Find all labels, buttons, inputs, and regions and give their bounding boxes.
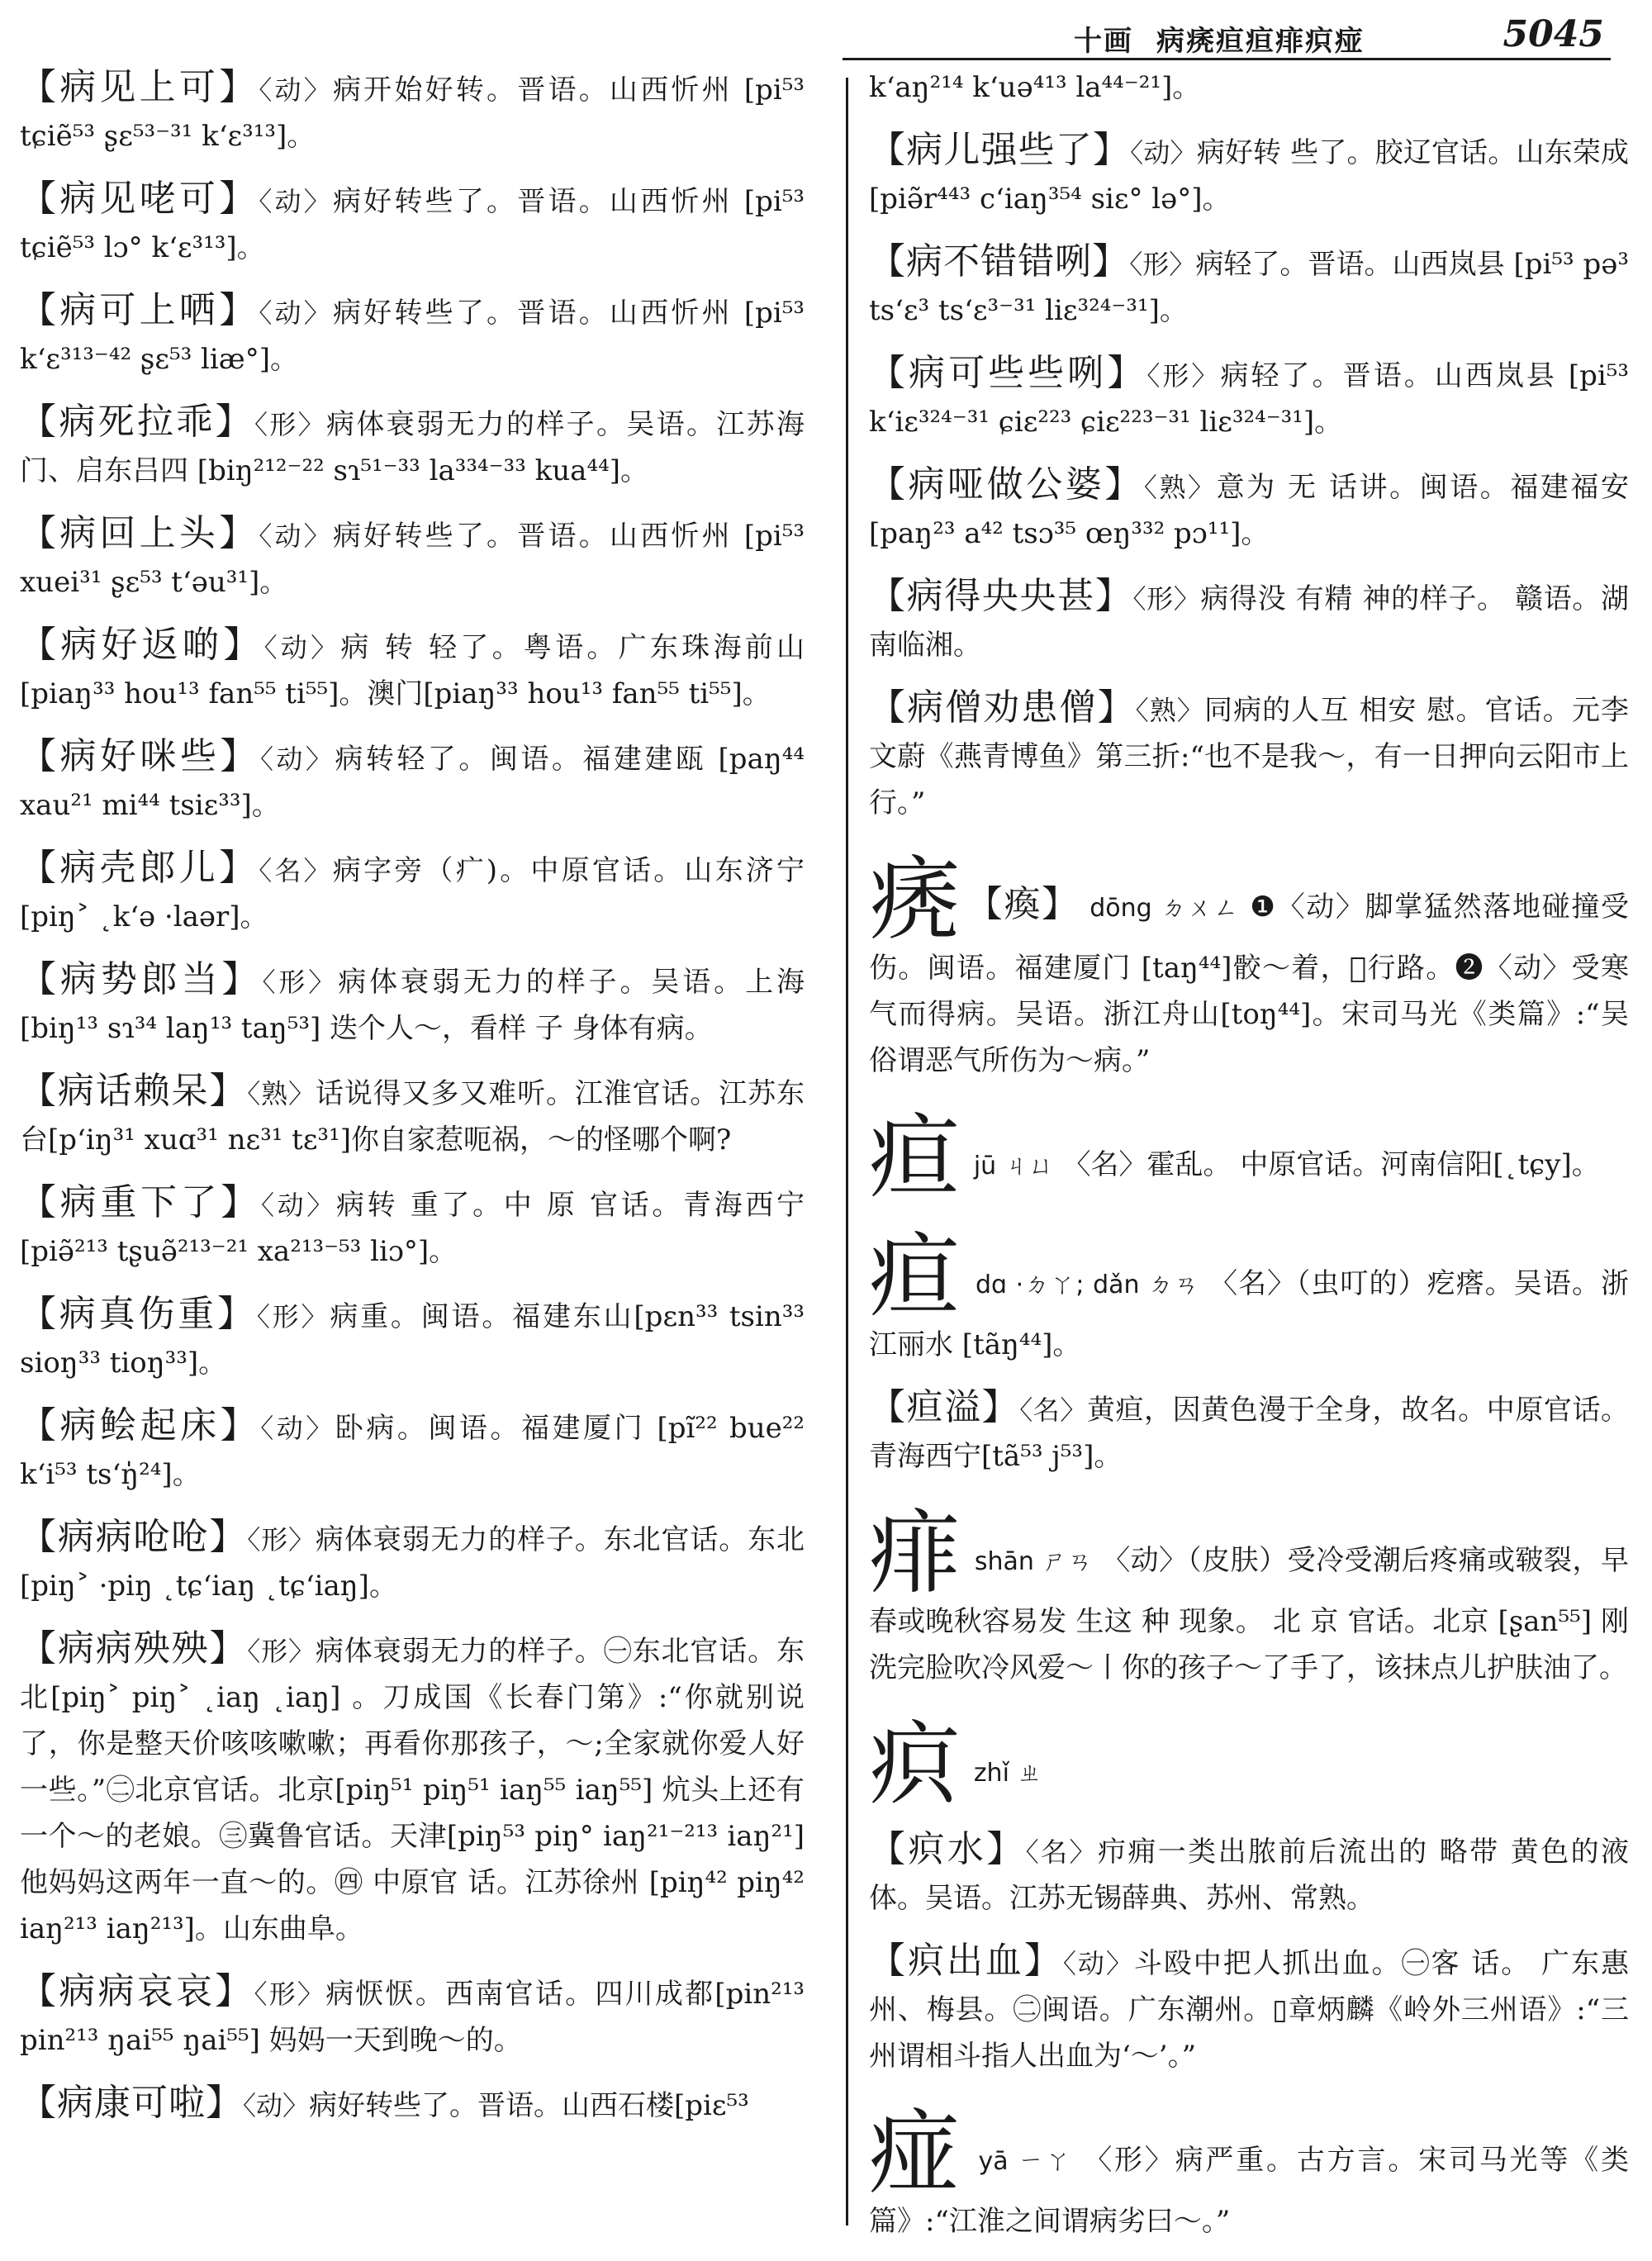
header-section [1074,18,1388,59]
definition: 话说得又多又难听。江淮官话。江苏东台[p‘iŋ³¹ xuɑ³¹ nɛ³¹ tɛ³¹]你自家惹呃祸，～的怪哪个啊? [20,1077,805,1157]
column-divider [846,78,848,2225]
entry [20,511,805,606]
definition: 病字旁（疒)。中原官话。山东济宁 [piŋ˃ ˛k‘ə ·laər]。 [20,854,805,933]
part-of-speech: 〈形〉 [247,1636,316,1667]
definition: 斗殴中把人抓出血。㊀客 话。 广东惠州、梅县。㊁闽语。广东潮州。▯章炳麟《岭外三州语》:“三州谓相斗指人出血为‘～’。” [869,1947,1629,2073]
part-of-speech: 〈形〉 [247,1524,316,1556]
headword: 【病不错错咧】 [869,240,1130,283]
entry [20,957,805,1052]
definition: 疖痈一类出脓前后流出的 略带 黄色的液体。吴语。江苏无锡薛典、苏州、常熟。 [869,1836,1629,1915]
entry [869,1938,1629,2079]
head-char-entry [869,847,1630,1084]
entry [20,845,805,940]
entry [20,1291,805,1386]
entry [20,176,805,271]
part-of-speech: 〈形〉 [1146,360,1221,392]
part-of-speech: 〈动〉 [259,520,333,552]
definition: 病好转些了。晋语。山西忻州 [pi⁵³ k‘ɛ³¹³⁻⁴² ʂɛ⁵³ liæ°]。 [20,297,805,376]
headword: 【病壳郎儿】 [20,847,259,889]
definition: 病得没 有精 神的样子。 赣语。湖南临湘。 [869,582,1630,662]
headword: 【病话赖呆】 [20,1070,248,1112]
definition: 卧病。闽语。福建厦门 [pĩ²² bue²² k‘i⁵³ ts‘ŋ̍²⁴]。 [20,1412,805,1491]
headword: 【疸溢】 [869,1386,1020,1428]
definition: 病体衰弱无力的样子。吴语。江苏海门、启东吕四 [biŋ²¹²⁻²² sɿ⁵¹⁻³³ la³³⁴⁻³³ kua⁴⁴]。 [20,408,805,487]
part-of-speech: 〈熟〉 [1135,695,1204,726]
part-of-speech: 〈熟〉 [1143,472,1217,503]
entry [869,573,1629,668]
part-of-speech: 〈动〉 [263,632,341,663]
entry [20,1403,805,1498]
page-number: 5045 [1502,13,1604,55]
definition: 病好转些了。晋语。山西忻州 [pi⁵³ xuei³¹ ʂɛ⁵³ t‘əu³¹]。 [20,520,805,599]
head-character: 痜 [869,847,961,952]
definition: 病转 重了。中 原 官话。青海西宁 [piə̃²¹³ tʂuə̃²¹³⁻²¹ xa²¹³⁻⁵³ liɔ°]。 [20,1189,805,1268]
part-of-speech: 〈动〉 [259,743,335,775]
entry [20,1626,805,1952]
head-character: 疸 [869,1223,961,1329]
pinyin: jū ㄐㄩ [973,1152,1054,1180]
entry [869,1385,1629,1480]
definition: 黄疸，因黄色漫于全身，故名。中原官话。青海西宁[tã⁵³ j⁵³]。 [869,1394,1630,1473]
head-char-entry [869,1712,1629,1817]
pinyin: dōng ㄉㄨㄥ [1089,894,1240,923]
part-of-speech: 〈动〉 [259,297,333,329]
head-character: 疻 [869,1712,960,1817]
definition: 病开始好转。晋语。山西忻州 [pi⁵³ tɕiẽ⁵³ ʂɛ⁵³⁻³¹ k‘ɛ³¹³]。 [20,74,805,153]
headword: 【病病呛呛】 [20,1516,248,1558]
definition: 病体衰弱无力的样子。㊀东北官话。东北[piŋ˃ piŋ˃ ˛iaŋ ˛iaŋ] 。刀成国《长春门第》:“你就别说了，你是整天价咳咳嗽嗽；再看你那孩子，～;全家就你爱人好一些。”㊁北京官话。北京[piŋ⁵¹ piŋ⁵¹ iaŋ⁵⁵ iaŋ⁵⁵] 炕头上还有一个～的老娘。㊂冀鲁官话。天津[piŋ⁵³ piŋ° iaŋ²¹⁻²¹³ iaŋ²¹] 他妈妈这两年一直～的。㊃ 中原官 话。江苏徐州 [piŋ⁴² piŋ⁴² iaŋ²¹³ iaŋ²¹³]。山东曲阜。 [20,1635,805,1945]
head-char-entry [869,1500,1630,1691]
entry [20,287,805,382]
headword: 【病见咾可】 [20,178,259,220]
definition: 病恹恹。西南官话。四川成都[pin²¹³ pin²¹³ ŋai⁵⁵ ŋai⁵⁵] 妈妈一天到晚～的。 [20,1978,805,2057]
headword: 【病康可啦】 [20,2082,243,2124]
definition: 病轻了。晋语。山西岚县 [pi⁵³ pə³ ts‘ɛ³ ts‘ɛ³⁻³¹ liɛ³²⁴⁻³¹]。 [869,248,1629,327]
headword: 【病病殃殃】 [20,1627,248,1670]
entry [20,1969,805,2064]
headword: 【疻出血】 [869,1940,1063,1982]
definition: ❶〈动〉脚掌猛然落地碰撞受伤。闽语。福建厦门 [taŋ⁴⁴]骹～着，𫣺行路。❷〈动〉受寒气而得病。吴语。浙江舟山[toŋ⁴⁴]。宋司马光《类篇》:“吴俗谓恶气所伤为～病。” [869,891,1630,1077]
part-of-speech: 〈动〉 [260,1190,336,1221]
definition: 病轻了。晋语。山西岚县 [pi⁵³ k‘iɛ³²⁴⁻³¹ ɕiɛ²²³ ɕiɛ²²³⁻³¹ liɛ³²⁴⁻³¹]。 [869,359,1629,439]
definition: 病好转些了。晋语。山西石楼[piɛ⁵³ [309,2089,749,2122]
part-of-speech: 〈动〉 [259,186,333,217]
entry [20,734,805,829]
headword: 【病哑做公婆】 [869,463,1144,506]
pinyin: dɑ ·ㄉㄚ; dǎn ㄉㄢ [975,1271,1200,1299]
headword: 【病可上哂】 [20,289,259,331]
head-character: 痱 [869,1500,961,1606]
headword: 【疻水】 [869,1828,1026,1870]
headword: 【病势郎当】 [20,958,263,1000]
part-of-speech: 〈形〉 [262,967,339,998]
headword: 【病鲙起床】 [20,1404,261,1446]
part-of-speech: 〈形〉 [256,1301,330,1332]
entry [20,622,805,717]
definition: 〈名〉（虫叮的）疙瘩。吴语。浙江丽水 [tãŋ⁴⁴]。 [869,1267,1630,1361]
headword: 【病见上可】 [20,66,259,108]
definition: 病 转 轻了。粤语。广东珠海前山 [piaŋ³³ hou¹³ fan⁵⁵ ti⁵⁵]。澳门[piaŋ³³ hou¹³ fan⁵⁵ ti⁵⁵]。 [20,631,805,710]
definition: 病好转些了。晋语。山西忻州 [pi⁵³ tɕiẽ⁵³ lɔ° k‘ɛ³¹³]。 [20,185,805,264]
head-character: 疸 [869,1104,960,1210]
head-char-entry [869,2100,1629,2244]
entry [869,1826,1629,1921]
headword: 【病得央央甚】 [869,575,1133,617]
definition: 〈形〉病严重。古方言。宋司马光等《类篇》:“江淮之间谓病劣曰～。” [869,2144,1629,2238]
headword: 【病可些些咧】 [869,352,1147,394]
part-of-speech: 〈形〉 [1132,583,1201,615]
entry-continuation [869,64,1629,111]
header-stroke-count: 十画 [1074,25,1133,58]
pinyin: shān ㄕㄢ [974,1547,1093,1576]
part-of-speech: 〈形〉 [1129,249,1196,280]
part-of-speech: 〈动〉 [1062,1948,1134,1979]
part-of-speech: 〈动〉 [260,1413,335,1444]
part-of-speech: 〈名〉 [1025,1836,1098,1868]
entry [20,1514,805,1609]
entry [869,127,1629,222]
part-of-speech: 〈形〉 [254,409,326,440]
headword: 【病僧劝患僧】 [869,686,1136,729]
entry [869,350,1629,445]
headword: 【病重下了】 [20,1181,261,1223]
header-char-range: 病痜疸疸痱疻痖 [1156,25,1365,58]
pinyin: yā ㄧㄚ [978,2147,1073,2176]
entry [20,1068,805,1163]
definition: 病转轻了。闽语。福建建瓯 [paŋ⁴⁴ xau²¹ mi⁴⁴ tsiɛ³³]。 [20,743,805,822]
part-of-speech: 〈形〉 [254,1978,326,2010]
head-char-entry [869,1223,1630,1368]
header-rule [843,58,1611,60]
headword: 【病回上头】 [20,512,259,554]
pinyin: zhǐ ㄓ [973,1759,1042,1788]
headword: 【病病哀哀】 [20,1970,254,2012]
part-of-speech: 〈动〉 [243,2090,310,2121]
headword: 【病好咪些】 [20,735,260,777]
variant-form: 【瘓】 [966,883,1080,925]
part-of-speech: 〈动〉 [1130,137,1197,169]
right-column [869,64,1629,2261]
definition: 同病的人互 相安 慰。官话。元李文蔚《燕青博鱼》第三折:“也不是我～，有一日押向云阳市上行。” [869,694,1629,819]
head-char-entry [869,1104,1629,1210]
definition: 病好转 些了。胶辽官话。山东荣成 [piə̃r⁴⁴³ c‘iaŋ³⁵⁴ siɛ° lə°]。 [869,136,1629,216]
definition: 〈动〉（皮肤）受冷受潮后疼痛或皲裂，早春或晚秋容易发 生这 种 现象。 北 京 官话。北京 [ʂan⁵⁵] 刚洗完脸吹冷风爱～丨你的孩子～了手了，该抹点儿护肤油了。 [869,1544,1630,1684]
part-of-speech: 〈动〉 [259,74,333,106]
entry [869,462,1629,557]
headword: 【病好返啲】 [20,624,264,666]
entry [869,685,1629,826]
headword: 【病儿强些了】 [869,129,1131,171]
entry [869,239,1629,334]
part-of-speech: 〈名〉 [259,855,333,886]
headword: 【病真伤重】 [20,1293,257,1335]
definition: 病体衰弱无力的样子。东北官话。东北[piŋ˃ ·piŋ ˛tɕ‘iaŋ ˛tɕ‘iaŋ]。 [20,1523,805,1603]
definition: 病体衰弱无力的样子。吴语。上海 [biŋ¹³ sɿ³⁴ laŋ¹³ taŋ⁵³] 迭个人～，看样 子 身体有病。 [20,966,805,1045]
definition: k‘aŋ²¹⁴ k‘uə⁴¹³ la⁴⁴⁻²¹]。 [869,71,1201,104]
page-header [0,0,1652,59]
definition: 病重。闽语。福建东山[pɛn³³ tsin³³ sioŋ³³ tioŋ³³]。 [20,1300,805,1380]
part-of-speech: 〈名〉 [1019,1394,1087,1426]
entry [20,64,805,159]
head-character: 痖 [869,2100,962,2206]
headword: 【病死拉乖】 [20,401,254,443]
left-column [20,64,805,2145]
entry [20,399,805,494]
definition: 〈名〉霍乱。 中原官话。河南信阳[˛tɕy]。 [1062,1148,1600,1181]
definition: 意为 无 话讲。闽语。福建福安 [paŋ²³ a⁴² tsɔ³⁵ œŋ³³² pɔ¹¹]。 [869,471,1629,550]
part-of-speech: 〈熟〉 [247,1078,316,1109]
entry [20,2080,805,2129]
entry [20,1180,805,1275]
